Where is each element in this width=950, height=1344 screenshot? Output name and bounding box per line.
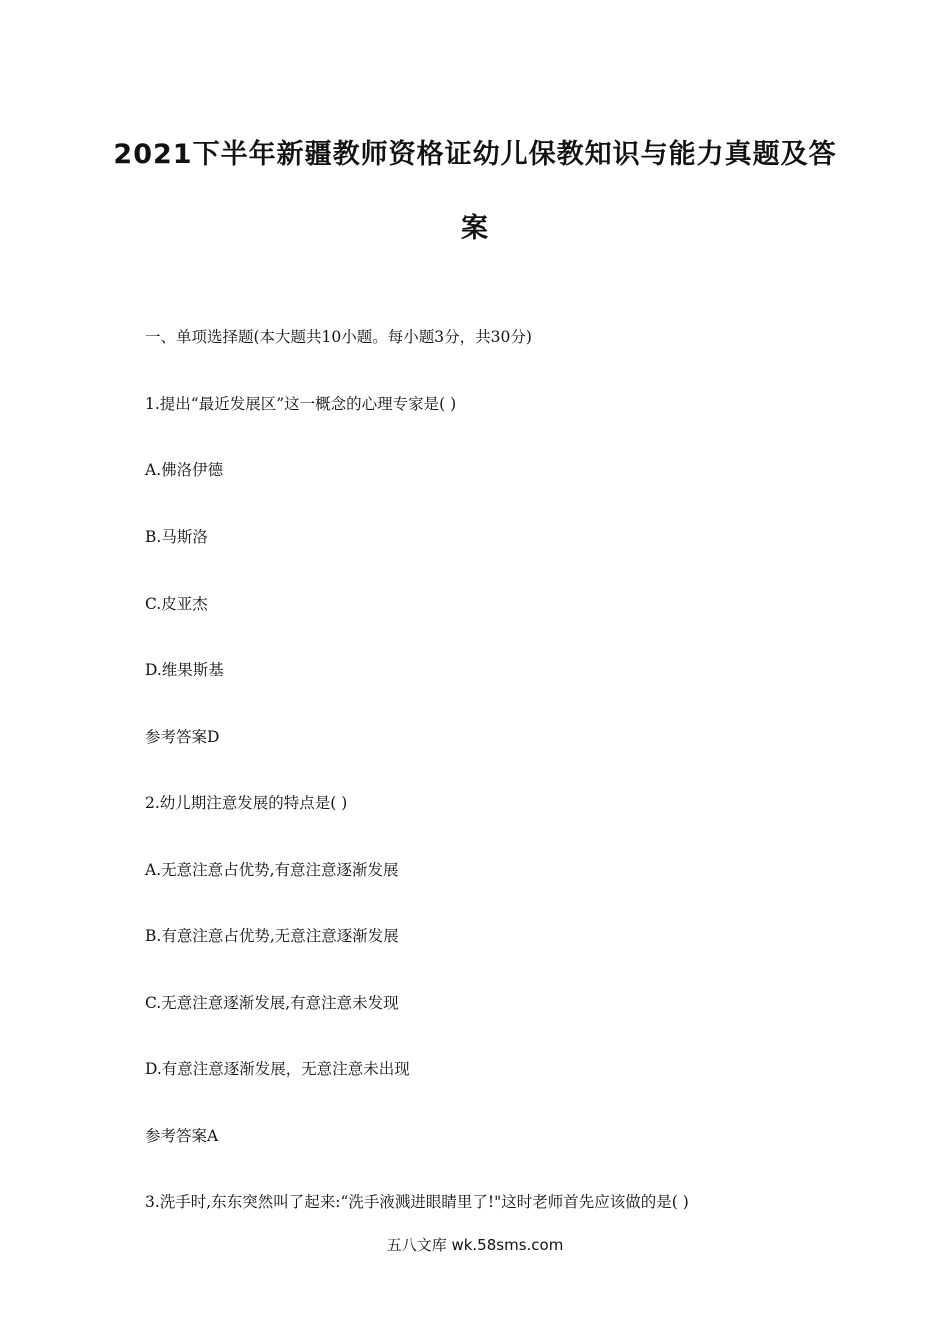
question-1-option-c: C.皮亚杰 [145,595,208,613]
question-1-option-a: A.佛洛伊德 [145,461,224,479]
question-2-option-b: B.有意注意占优势,无意注意逐渐发展 [145,927,399,945]
question-2: 2.幼儿期注意发展的特点是( ) [145,794,348,812]
question-1-option-b: B.马斯洛 [145,528,208,546]
question-2-option-d: D.有意注意逐渐发展，无意注意未出现 [145,1060,410,1078]
question-1-answer: 参考答案D [145,728,220,746]
section-heading: 一、单项选择题(本大题共10小题。每小题3分，共30分) [145,328,532,346]
document-title-line-1: 2021下半年新疆教师资格证幼儿保教知识与能力真题及答 [113,139,837,170]
question-2-option-a: A.无意注意占优势,有意注意逐渐发展 [145,861,399,879]
question-1-option-d: D.维果斯基 [145,661,224,679]
question-2-option-c: C.无意注意逐渐发展,有意注意未发现 [145,994,399,1012]
document-title-line-2: 案 [461,213,489,244]
question-1: 1.提出“最近发展区”这一概念的心理专家是( ) [145,395,457,413]
question-3: 3.洗手时,东东突然叫了起来:“洗手液溅进眼睛里了!"这时老师首先应该做的是( ) [145,1193,689,1211]
question-2-answer: 参考答案A [145,1127,219,1145]
footer-watermark: 五八文库 wk.58sms.com [386,1236,564,1254]
